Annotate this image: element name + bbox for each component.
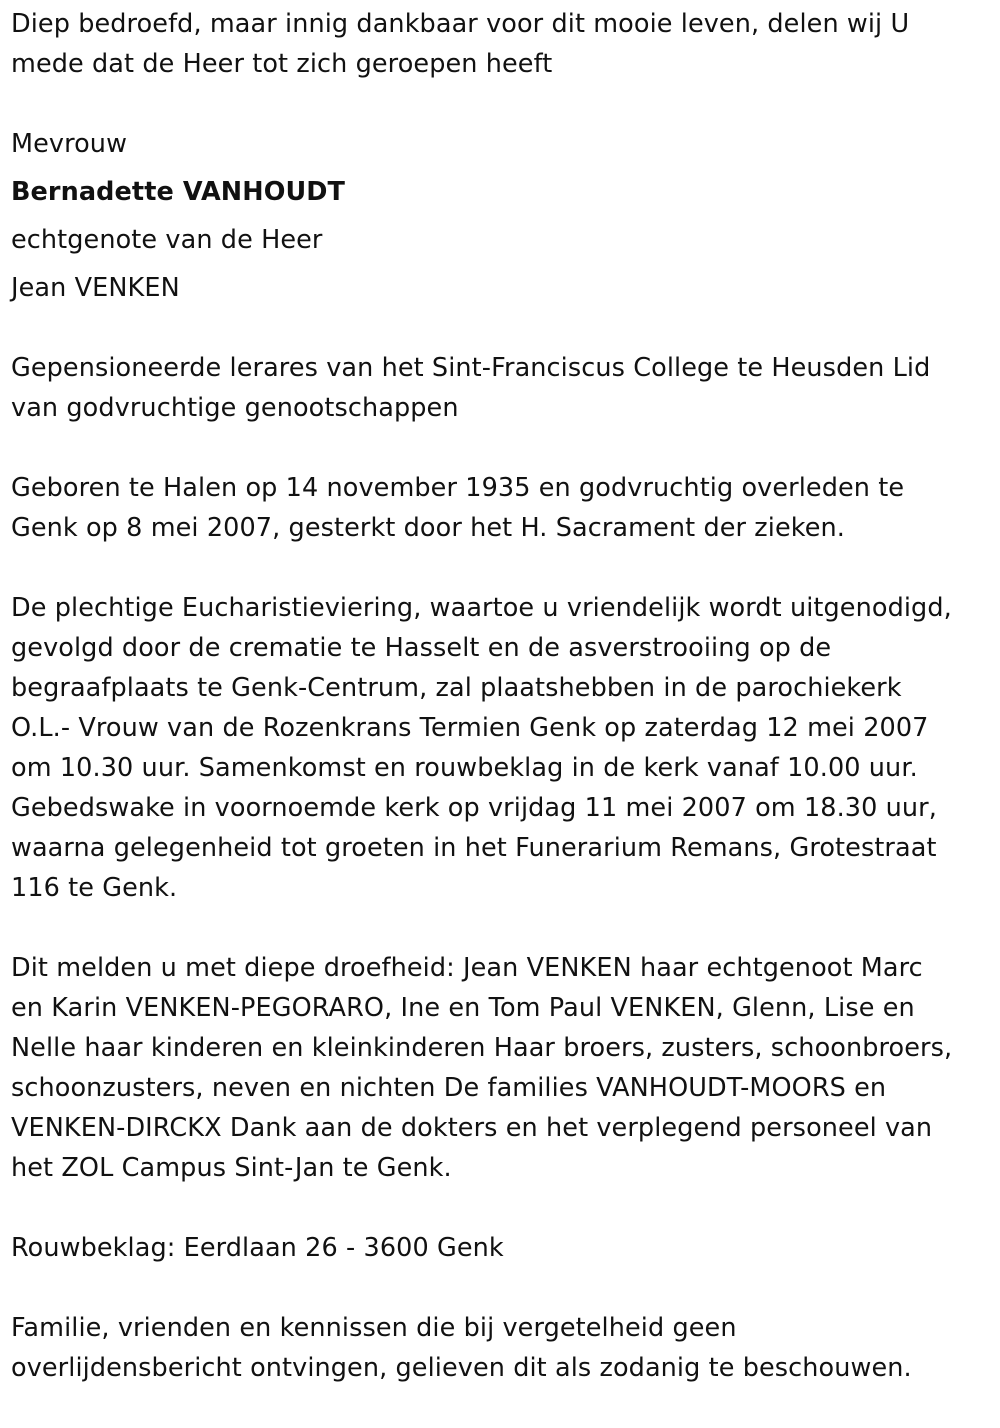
spouse-name: Jean VENKEN [11,273,180,303]
deceased-name: Bernadette VANHOUDT [11,177,346,207]
mourners-line: Dit melden u met diepe droefheid: Jean VENKEN haar echtgenoot Marc [11,953,923,983]
mourners-line: het ZOL Campus Sint-Jan te Genk. [11,1153,452,1183]
closing-paragraph [11,1308,996,1388]
mourners-paragraph [11,948,996,1188]
intro-line: mede dat de Heer tot zich geroepen heeft [11,49,553,79]
ceremony-line: Gebedswake in voornoemde kerk op vrijdag 11 mei 2007 om 18.30 uur, [11,793,937,823]
occupation-line: van godvruchtige genootschappen [11,393,459,423]
deceased-block [11,124,996,308]
ceremony-line: om 10.30 uur. Samenkomst en rouwbeklag in de kerk vanaf 10.00 uur. [11,753,918,783]
ceremony-line: O.L.- Vrouw van de Rozenkrans Termien Genk op zaterdag 12 mei 2007 [11,713,929,743]
deceased-relation: echtgenote van de Heer [11,225,323,255]
ceremony-line: De plechtige Eucharistieviering, waartoe u vriendelijk wordt uitgenodigd, [11,593,952,623]
ceremony-line: waarna gelegenheid tot groeten in het Funerarium Remans, Grotestraat [11,833,937,863]
mourners-line: Nelle haar kinderen en kleinkinderen Haar broers, zusters, schoonbroers, [11,1033,953,1063]
occupation-line: Gepensioneerde lerares van het Sint-Franciscus College te Heusden Lid [11,353,931,383]
obituary-text [11,4,996,1428]
mourners-line: schoonzusters, neven en nichten De families VANHOUDT-MOORS en [11,1073,887,1103]
intro-paragraph [11,4,996,84]
condolence-address: Rouwbeklag: Eerdlaan 26 - 3600 Genk [11,1233,504,1263]
ceremony-line: 116 te Genk. [11,873,178,903]
ceremony-line: begraafplaats te Genk-Centrum, zal plaatshebben in de parochiekerk [11,673,902,703]
condolence-address-paragraph [11,1228,996,1268]
deceased-honorific: Mevrouw [11,129,128,159]
birth-death-paragraph [11,468,996,548]
mourners-line: VENKEN-DIRCKX Dank aan de dokters en het verplegend personeel van [11,1113,933,1143]
birth-death-line: Genk op 8 mei 2007, gesterkt door het H. Sacrament der zieken. [11,513,845,543]
closing-line: overlijdensbericht ontvingen, gelieven dit als zodanig te beschouwen. [11,1353,912,1383]
ceremony-paragraph [11,588,996,908]
intro-line: Diep bedroefd, maar innig dankbaar voor dit mooie leven, delen wij U [11,9,910,39]
occupation-paragraph [11,348,996,428]
mourners-line: en Karin VENKEN-PEGORARO, Ine en Tom Paul VENKEN, Glenn, Lise en [11,993,915,1023]
ceremony-line: gevolgd door de crematie te Hasselt en de asverstrooiing op de [11,633,832,663]
closing-line: Familie, vrienden en kennissen die bij vergetelheid geen [11,1313,737,1343]
birth-death-line: Geboren te Halen op 14 november 1935 en godvruchtig overleden te [11,473,905,503]
